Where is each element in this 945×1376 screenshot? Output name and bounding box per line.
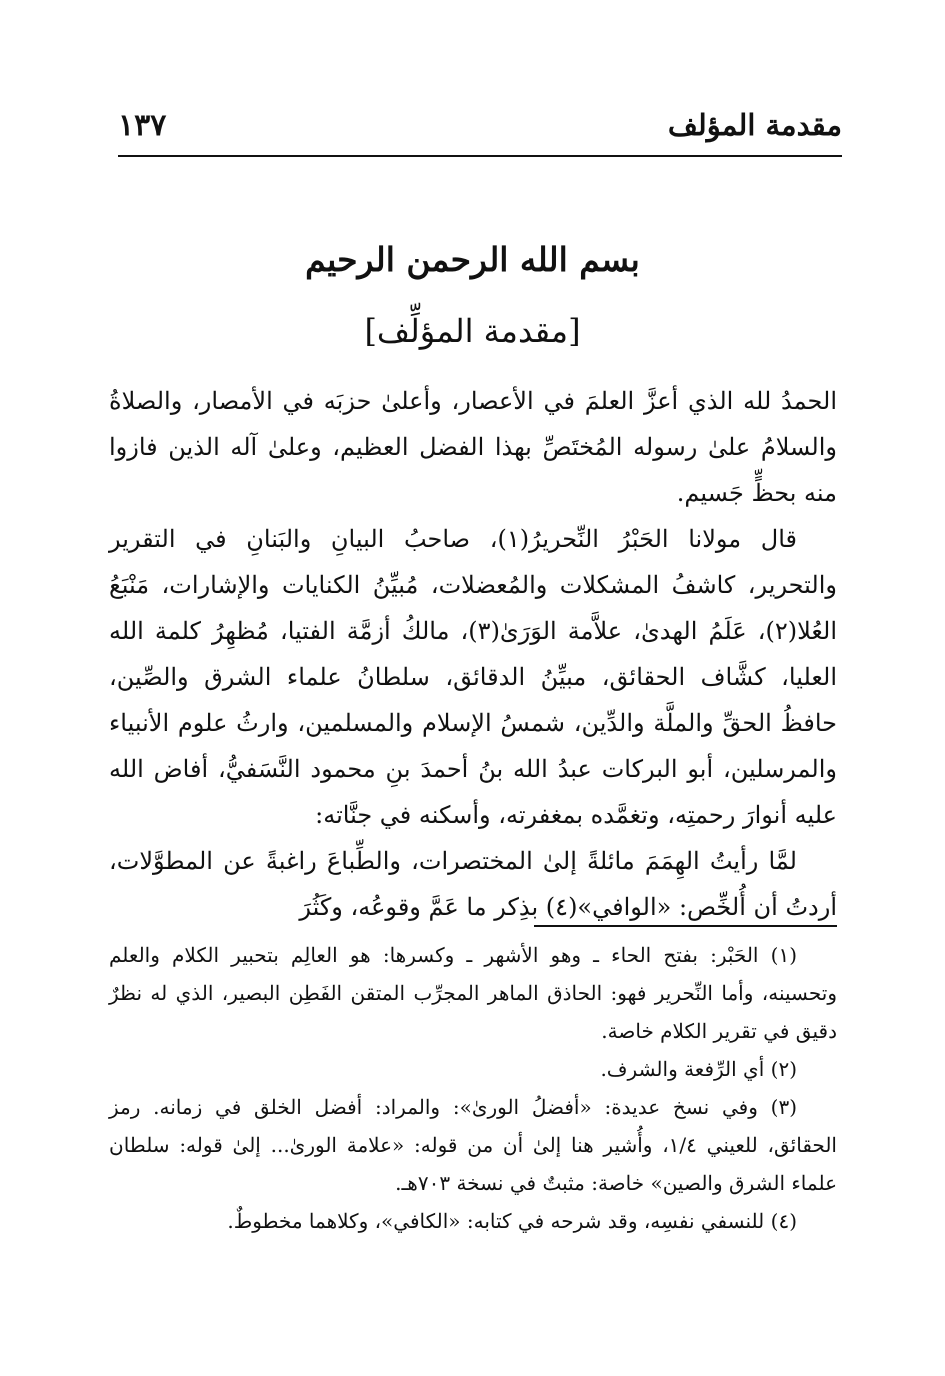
footnotes — [109, 936, 837, 1240]
section-title: [مقدمة المؤلِّف] — [364, 312, 581, 350]
footnote-rule — [534, 925, 837, 927]
basmala: بسم الله الرحمن الرحيم — [305, 240, 640, 279]
main-text — [109, 378, 837, 930]
running-title: مقدمة المؤلف — [667, 108, 842, 142]
header-rule — [118, 155, 842, 157]
footnote: (١) الحَبْر: بفتح الحاء ـ وهو الأشهر ـ وكسرها: هو العالِم بتحبير الكلام والعلم وتحسينه، وأما النِّحرير فهو: الحاذق الماهر المجرِّب المتقن الفَطِن البصير، الذي له نظرٌ دقيق في تقرير الكلام خاصة. — [109, 943, 837, 1043]
paragraph: الحمدُ لله الذي أعزَّ العلمَ في الأعصار، وأعلىٰ حزبَه في الأمصار، والصلاةُ والسلامُ علىٰ رسوله المُختَصِّ بهذا الفضل العظيم، وعلىٰ آله الذين فازوا منه بحظٍّ جَسيم. — [109, 387, 837, 507]
footnote: (٤) للنسفي نفسِه، وقد شرحه في كتابه: «الكافي»، وكلاهما مخطوطٌ. — [227, 1209, 797, 1233]
paragraph: قال مولانا الحَبْرُ النِّحريرُ(١)، صاحبُ البيانِ والبَنانِ في التقرير والتحرير، كاشفُ المشكلات والمُعضلات، مُبيِّنُ الكنايات والإشارات، مَنْبَعُ العُلا(٢)، عَلَمُ الهدىٰ، علاَّمة الوَرَىٰ(٣)، مالكُ أزمَّة الفتيا، مُظهِرُ كلمة الله العليا، كشَّاف الحقائق، مبيِّنُ الدقائق، سلطانُ علماء الشرق والصِّين، حافظُ الحقِّ والملَّة والدِّين، شمسُ الإسلام والمسلمين، وارثُ علوم الأنبياء والمرسلين، أبو البركات عبدُ الله بنُ أحمدَ بنِ محمود النَّسَفيُّ، أفاض الله عليه أنوارَ رحمتِه، وتغمَّده بمغفرته، وأسكنه في جنَّاته: — [109, 525, 837, 829]
paragraph: لمَّا رأيتُ الهِمَمَ مائلةً إلىٰ المختصرات، والطِّباعَ راغبةً عن المطوَّلات، أردتُ أن أُلخِّص: «الوافي»(٤) بذِكر ما عَمَّ وقوعُه، وكَثُرَ — [109, 847, 837, 921]
footnote: (٢) أي الرِّفعة والشرف. — [600, 1057, 797, 1081]
page-header — [118, 108, 842, 152]
footnote: (٣) وفي نسخ عديدة: «أفضلُ الورىٰ»: والمراد: أفضل الخلق في زمانه. رمز الحقائق، للعيني ١/٤، وأُشير هنا إلىٰ أن من قوله: «علامة الورىٰ... إلىٰ قوله: سلطان علماء الشرق والصين» خاصة: مثبتٌ في نسخة ٧٠٣هـ. — [109, 1095, 837, 1195]
page-number: ١٣٧ — [118, 108, 167, 143]
